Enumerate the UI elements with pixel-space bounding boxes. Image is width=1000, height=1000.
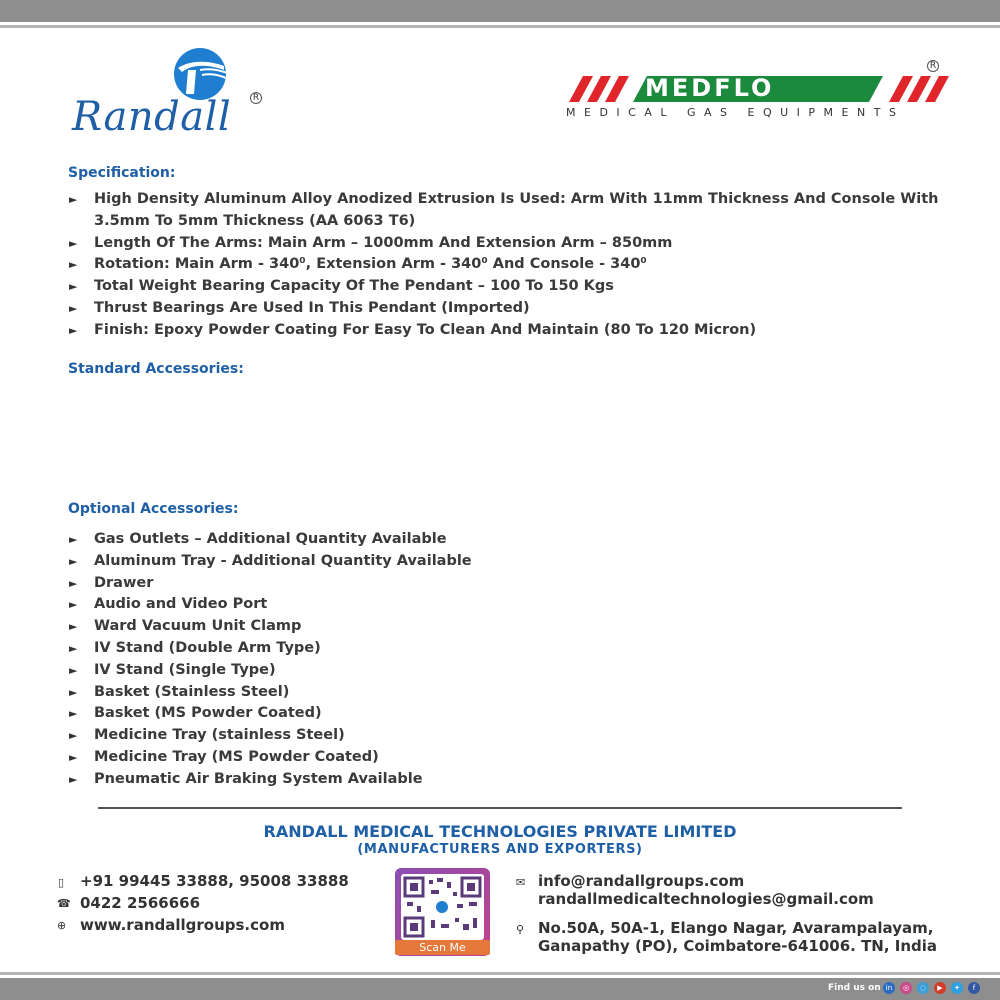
optional-accessory-item-text: IV Stand (Single Type) — [94, 661, 276, 678]
bullet-arrow-icon: ► — [69, 258, 78, 272]
medflo-logo — [565, 62, 955, 122]
website-link[interactable]: www.randallgroups.com — [80, 916, 285, 934]
qr-scan-caption: Scan Me — [395, 940, 490, 955]
optional-accessory-item-text: Drawer — [94, 574, 154, 591]
whatsapp-icon[interactable]: ◌ — [917, 982, 929, 994]
bullet-arrow-icon: ► — [69, 663, 78, 677]
specification-item-text: Finish: Epoxy Powder Coating For Easy To Clean And Maintain (80 To 120 Micron) — [94, 321, 757, 338]
specification-item — [68, 189, 958, 233]
medflo-registered-mark: R — [927, 60, 939, 72]
optional-accessory-item-text: Pneumatic Air Braking System Available — [94, 770, 423, 787]
bullet-arrow-icon: ► — [69, 301, 78, 315]
bullet-arrow-icon: ► — [69, 685, 78, 699]
specification-item — [68, 320, 958, 342]
specification-item-text: Length Of The Arms: Main Arm – 1000mm And Extension Arm – 850mm — [94, 234, 673, 251]
email-primary[interactable]: info@randallgroups.com — [538, 872, 745, 890]
optional-accessory-item-text: Ward Vacuum Unit Clamp — [94, 618, 302, 635]
registered-mark: R — [250, 92, 262, 104]
bullet-arrow-icon: ► — [69, 236, 78, 250]
email-icon: ✉ — [516, 876, 526, 889]
globe-icon: ⊕ — [57, 919, 67, 932]
specification-item — [68, 298, 958, 320]
optional-accessory-item-text: Medicine Tray (MS Powder Coated) — [94, 748, 379, 765]
randall-logo — [72, 48, 272, 140]
specification-item-text: Thrust Bearings Are Used In This Pendant (Imported) — [94, 299, 530, 316]
optional-accessory-item-text: IV Stand (Double Arm Type) — [94, 639, 321, 656]
optional-accessory-item — [68, 660, 958, 682]
top-bar-line — [0, 25, 1000, 28]
bullet-arrow-icon: ► — [69, 323, 78, 337]
specification-item-text: Total Weight Bearing Capacity Of The Pendant – 100 To 150 Kgs — [94, 278, 614, 295]
medflo-tagline: MEDICAL GAS EQUIPMENTS — [566, 106, 905, 119]
find-us-label: Find us on — [828, 983, 881, 993]
optional-accessory-item — [68, 703, 958, 725]
specification-title: Specification: — [68, 165, 176, 181]
twitter-icon[interactable]: ✦ — [951, 982, 963, 994]
medflo-logo-text: MEDFLO — [645, 74, 775, 102]
bullet-arrow-icon: ► — [69, 750, 78, 764]
specification-item — [68, 276, 958, 298]
optional-accessory-item-text: Aluminum Tray - Additional Quantity Available — [94, 552, 472, 569]
bullet-arrow-icon: ► — [69, 620, 78, 634]
specification-item — [68, 233, 958, 255]
email-secondary[interactable]: randallmedicaltechnologies@gmail.com — [538, 890, 874, 908]
bullet-arrow-icon: ► — [69, 707, 78, 721]
facebook-icon[interactable]: f — [968, 982, 980, 994]
specification-list — [68, 189, 958, 342]
standard-accessories-title: Standard Accessories: — [68, 361, 244, 377]
optional-accessory-item — [68, 682, 958, 704]
mobile-phone-icon: ▯ — [58, 876, 65, 889]
optional-accessory-item-text: Audio and Video Port — [94, 596, 268, 613]
optional-accessory-item — [68, 529, 958, 551]
qr-pattern-graphic — [401, 874, 484, 940]
footer-divider — [98, 807, 902, 809]
bullet-arrow-icon: ► — [69, 641, 78, 655]
randall-logo-text: Randall — [72, 94, 232, 140]
company-name: RANDALL MEDICAL TECHNOLOGIES PRIVATE LIMITED — [263, 822, 737, 841]
bullet-arrow-icon: ► — [69, 193, 78, 206]
optional-accessory-item — [68, 551, 958, 573]
optional-accessory-item — [68, 725, 958, 747]
telephone-icon: ☎ — [57, 897, 71, 910]
optional-accessory-item — [68, 769, 958, 791]
specification-item-text: High Density Aluminum Alloy Anodized Extrusion Is Used: Arm With 11mm Thickness And Console With 3.5mm To 5mm Thickness (AA 6063 T6) — [94, 191, 939, 229]
optional-accessories-title: Optional Accessories: — [68, 501, 239, 517]
optional-accessory-item — [68, 747, 958, 769]
bottom-bar-line — [0, 972, 1000, 975]
top-bar — [0, 0, 1000, 22]
optional-accessory-item — [68, 638, 958, 660]
bullet-arrow-icon: ► — [69, 598, 78, 612]
landline-number: 0422 2566666 — [80, 894, 201, 912]
bullet-arrow-icon: ► — [69, 772, 78, 786]
bullet-arrow-icon: ► — [69, 533, 78, 546]
specification-item-text: Rotation: Main Arm - 340⁰, Extension Arm - 340⁰ And Console - 340⁰ — [94, 256, 647, 273]
company-subtitle: (MANUFACTURERS AND EXPORTERS) — [357, 842, 643, 857]
randall-logo-icon — [160, 48, 240, 100]
optional-accessories-list — [68, 529, 958, 791]
optional-accessory-item-text: Basket (MS Powder Coated) — [94, 705, 322, 722]
linkedin-icon[interactable]: in — [883, 982, 895, 994]
optional-accessory-item-text: Gas Outlets – Additional Quantity Available — [94, 531, 447, 547]
bullet-arrow-icon: ► — [69, 554, 78, 568]
optional-accessory-item-text: Medicine Tray (stainless Steel) — [94, 727, 345, 744]
youtube-icon[interactable]: ▶ — [934, 982, 946, 994]
optional-accessory-item — [68, 573, 958, 595]
specification-item — [68, 254, 958, 276]
optional-accessory-item — [68, 594, 958, 616]
address-line-2: Ganapathy (PO), Coimbatore-641006. TN, India — [538, 937, 938, 955]
medflo-logo-graphic — [565, 62, 955, 106]
location-pin-icon: ⚲ — [516, 923, 525, 936]
bullet-arrow-icon: ► — [69, 576, 78, 590]
qr-code-pattern — [401, 874, 484, 940]
bullet-arrow-icon: ► — [69, 729, 78, 743]
instagram-icon[interactable]: ◎ — [900, 982, 912, 994]
mobile-phone-numbers: +91 99445 33888, 95008 33888 — [80, 872, 349, 890]
bullet-arrow-icon: ► — [69, 280, 78, 294]
optional-accessory-item — [68, 616, 958, 638]
address-line-1: No.50A, 50A-1, Elango Nagar, Avarampalayam, — [538, 919, 934, 937]
optional-accessory-item-text: Basket (Stainless Steel) — [94, 683, 290, 700]
